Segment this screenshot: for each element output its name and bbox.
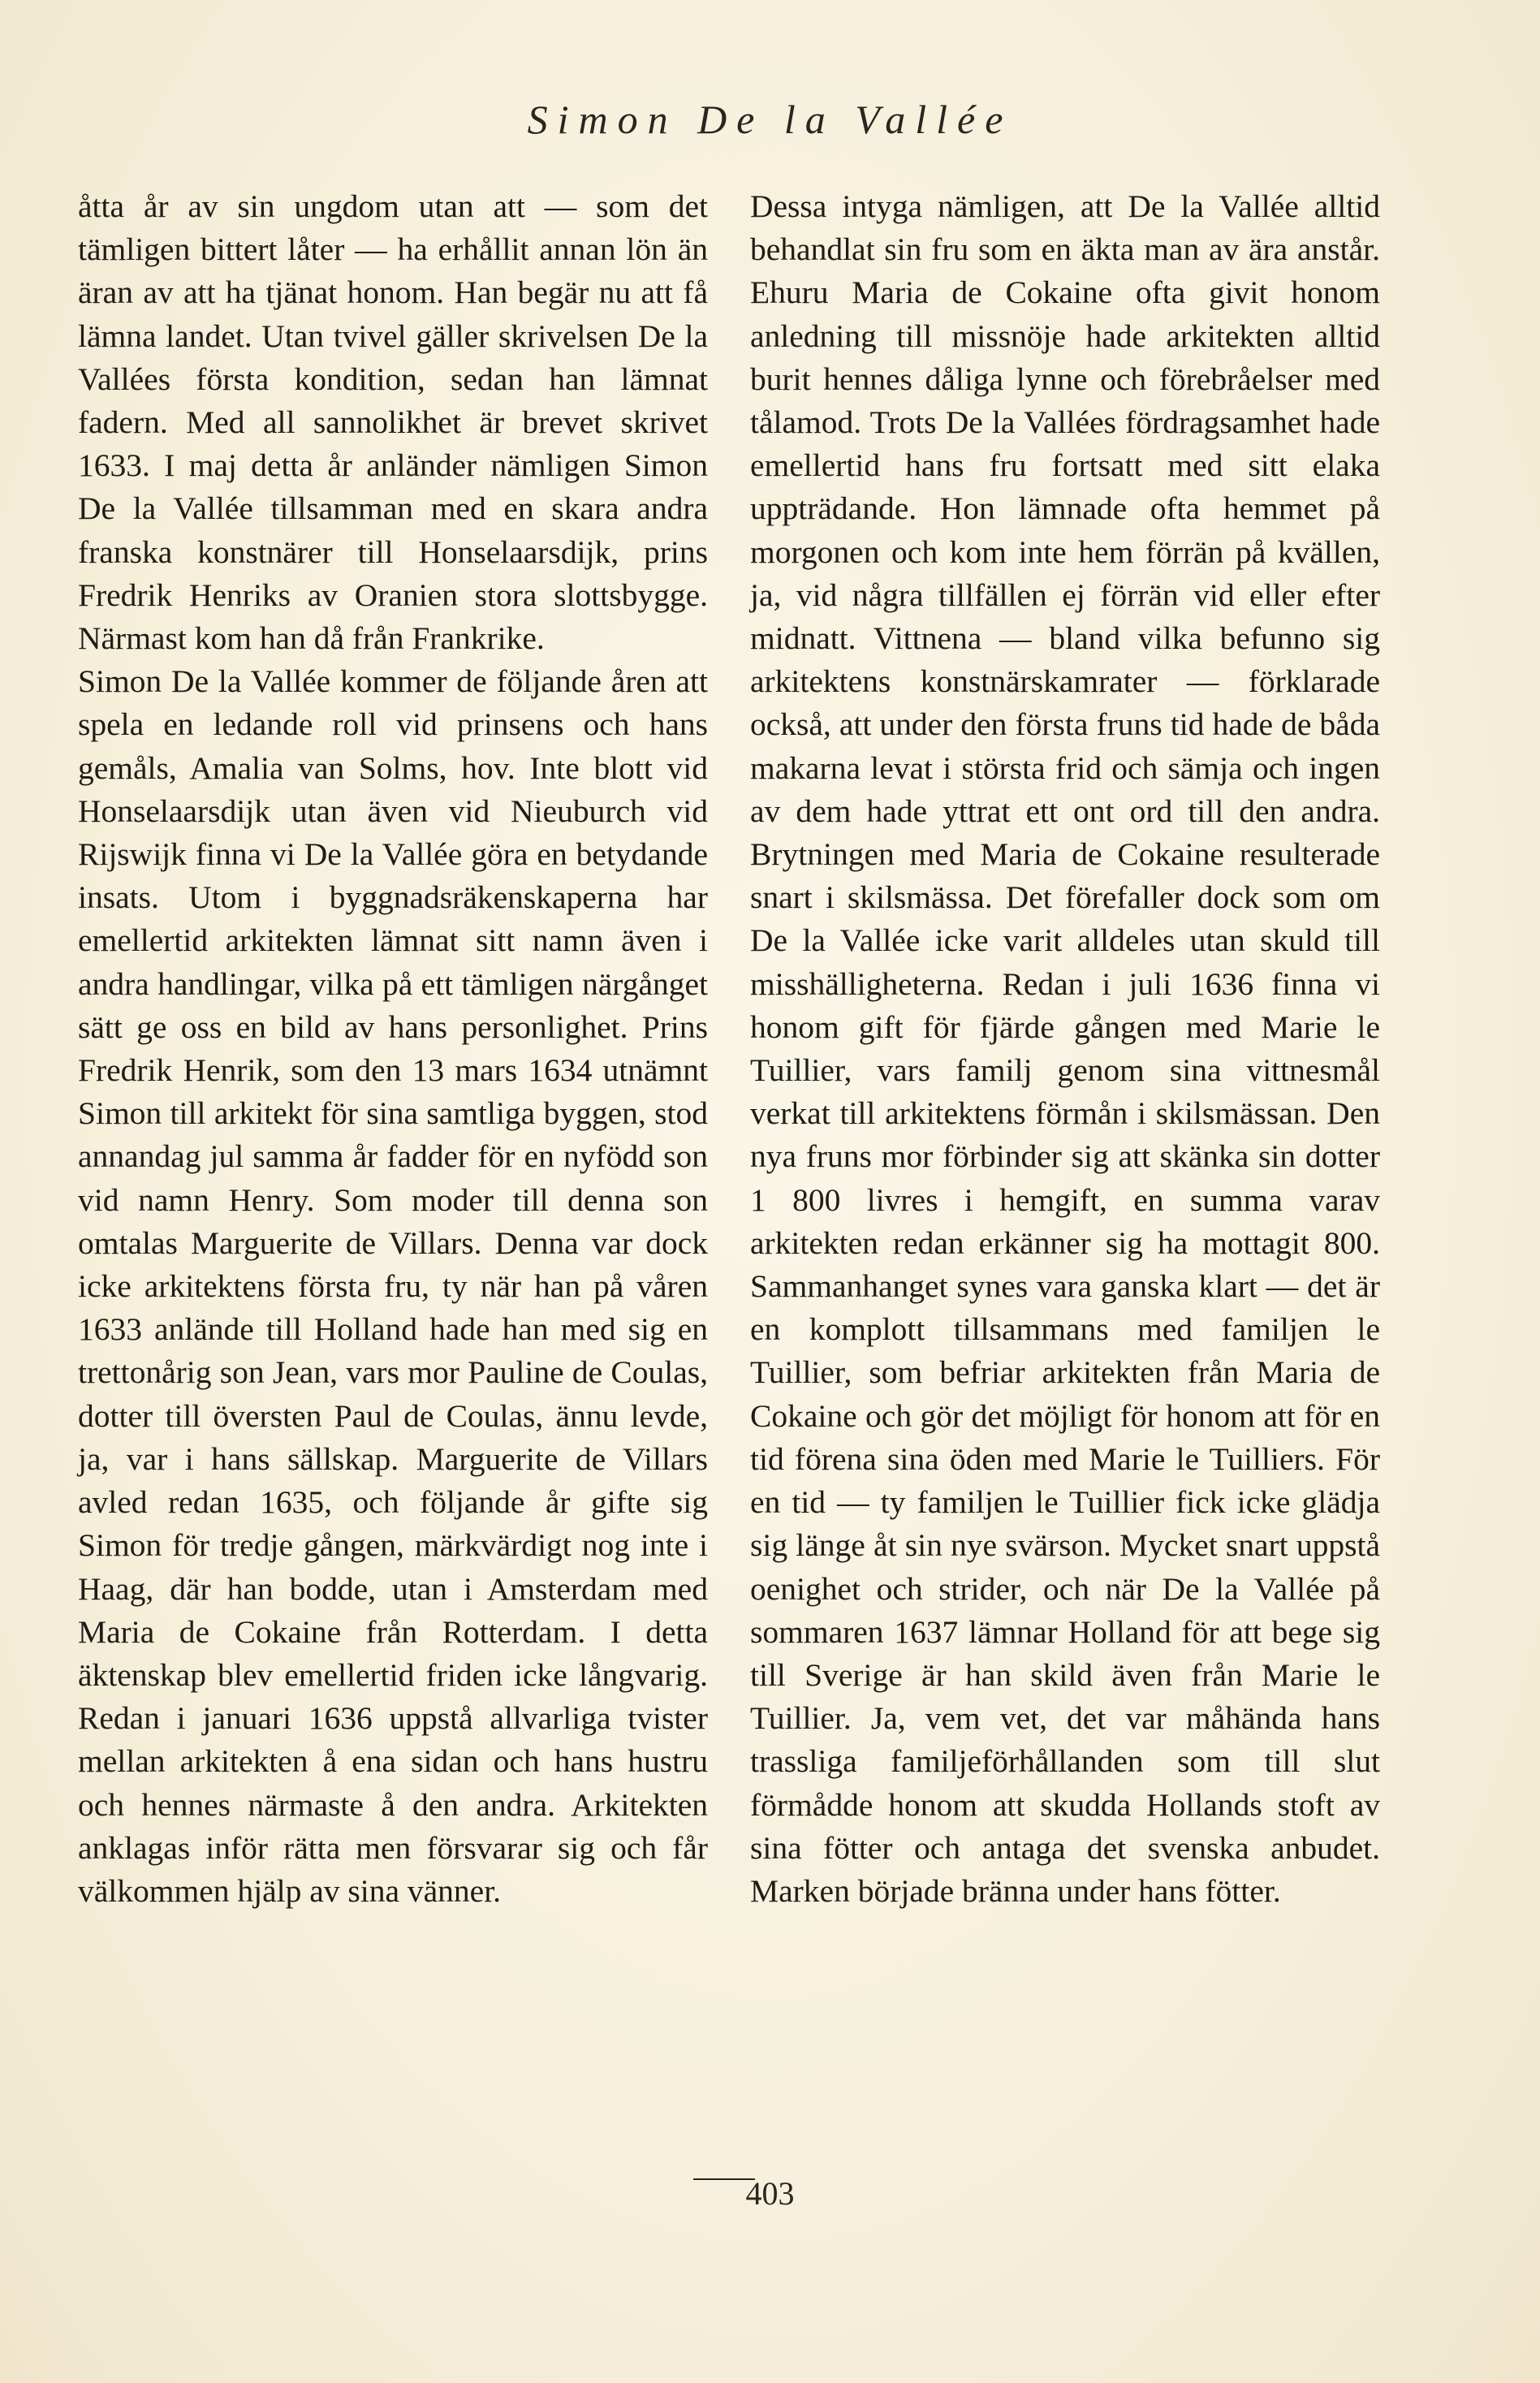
right-column	[750, 185, 1380, 1913]
left-paragraph-1: åtta år av sin ungdom utan att — som det tämligen bittert låter — ha erhållit annan lön än äran av att ha tjänat honom. Han begär nu att få lämna landet. Utan tvivel gäller skrivelsen De la Vallées första kondition, sedan han lämnat fadern. Med all sannolikhet är brevet skrivet 1633. I maj detta år anländer nämligen Simon De la Vallée tillsamman med en skara andra franska konstnärer till Honselaarsdijk, prins Fredrik Henriks av Oranien stora slottsbygge. Närmast kom han då från Frankrike.	[78, 188, 708, 657]
right-paragraph-1: Dessa intyga nämligen, att De la Vallée alltid behandlat sin fru som en äkta man av ära anstår. Ehuru Maria de Cokaine ofta givit honom anledning till missnöje hade arkitekten alltid burit hennes dåliga lynne och förebråelser med tålamod. Trots De la Vallées fördragsamhet hade emellertid hans fru fortsatt med sitt elaka uppträdande. Hon lämnade ofta hemmet på morgonen och kom inte hem förrän på kvällen, ja, vid några tillfällen ej förrän vid eller efter midnatt. Vittnena — bland vilka befunno sig arkitektens konstnärskamrater — förklarade också, att under den första fruns tid hade de båda makarna levat i största frid och sämja och ingen av dem hade yttrat ett ont ord till den andra. Brytningen med Maria de Cokaine resulterade snart i skilsmässa. Det förefaller dock som om De la Vallée icke varit alldeles utan skuld till misshälligheterna. Redan i juli 1636 finna vi honom gift för fjärde gången med Marie le Tuillier, vars familj genom sina vittnesmål verkat till arkitektens förmån i skilsmässan. Den nya fruns mor förbinder sig att skänka sin dotter 1 800 livres i hemgift, en summa varav arkitekten redan erkänner sig ha mottagit 800. Sammanhanget synes vara ganska klart — det är en komplott tillsammans med familjen le Tuillier, som befriar arkitekten från Maria de Cokaine och gör det möjligt för honom att för en tid förena sina öden med Marie le Tuilliers. För en tid — ty familjen le Tuillier fick icke glädja sig länge åt sin nye svärson. Mycket snart uppstå oenighet och strider, och när De la Vallée på sommaren 1637 lämnar Holland för att bege sig till Sverige är han skild även från Marie le Tuillier. Ja, vem vet, det var måhända hans trassliga familjeförhållanden som till slut förmådde honom att skudda Hollands stoft av sina fötter och antaga det svenska anbudet. Marken började bränna under hans fötter.	[750, 188, 1380, 1909]
running-head-title: Simon De la Vallée	[527, 97, 1013, 142]
left-paragraph-2: Simon De la Vallée kommer de följande åren att spela en ledande roll vid prinsens och hans gemåls, Amalia van Solms, hov. Inte blott vid Honselaarsdijk utan även vid Nieuburch vid Rijswijk finna vi De la Vallée göra en betydande insats. Utom i byggnadsräkenskaperna har emellertid arkitekten lämnat sitt namn även i andra handlingar, vilka på ett tämligen närgånget sätt ge oss en bild av hans personlighet. Prins Fredrik Henrik, som den 13 mars 1634 utnämnt Simon till arkitekt för sina samtliga byggen, stod annandag jul samma år fadder för en nyfödd son vid namn Henry. Som moder till denna son omtalas Marguerite de Villars. Denna var dock icke arkitektens första fru, ty när han på våren 1633 anlände till Holland hade han med sig en trettonårig son Jean, vars mor Pauline de Coulas, dotter till översten Paul de Coulas, ännu levde, ja, var i hans sällskap. Marguerite de Villars avled redan 1635, och följande år gifte sig Simon för tredje gången, märkvärdigt nog inte i Haag, där han bodde, utan i Amsterdam med Maria de Cokaine från Rotterdam. I detta äktenskap blev emellertid friden icke långvarig. Redan i januari 1636 uppstå allvarliga tvister mellan arkitekten å ena sidan och hans hustru och hennes närmaste å den andra. Arkitekten anklagas inför rätta men försvarar sig och får välkommen hjälp av sina vänner.	[78, 663, 708, 1909]
left-column	[78, 185, 708, 1913]
page-number: 403	[745, 2175, 795, 2212]
